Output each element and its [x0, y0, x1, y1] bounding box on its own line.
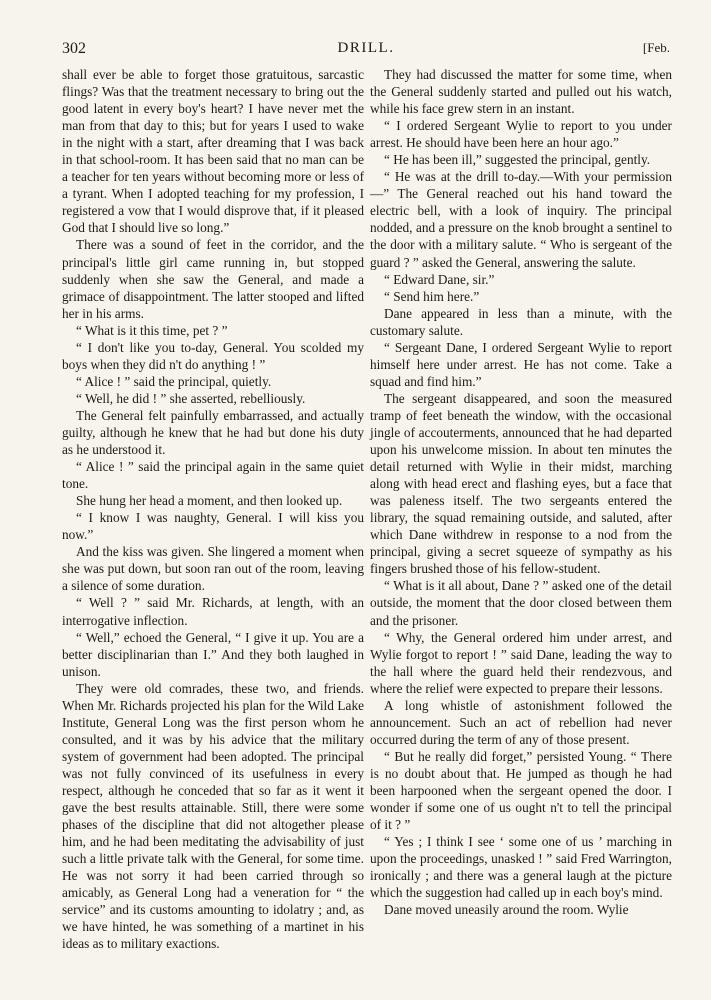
paragraph: They were old comrades, these two, and friends. When Mr. Richards projected his plan for the Wild Lake Institute, General Long was the first person whom he consulted, and it was by his advice that the military system of government had been adopted. The principal was not fully convinced of its usefulness in every respect, although he conceded that so far as it went it gave the best results attainable. Still, there were some phases of the discipline that did not altogether please him, and he had been meditating the advisability of just such a little private talk with the General, for some time. He was not sorry it had been carried through so amicably, as General Long had a veneration for “ the service” and its customs amounting to idolatry ; and, as we have hinted, he was something of a martinet in his ideas as to military exactions.	[62, 680, 364, 952]
paragraph: The sergeant disappeared, and soon the measured tramp of feet beneath the window, with the occasional jingle of accouterments, announced that he had departed upon his unwelcome mission. In about ten minutes the detail returned with Wylie in their midst, marching along with head erect and flashing eyes, but a face that was paleness itself. The two sergeants entered the library, the squad remaining outside, and saluted, after which Dane withdrew in response to a nod from the principal, giving a secret squeeze of sympathy as his fingers brushed those of his fellow-student.	[370, 390, 672, 577]
paragraph: “ I don't like you to-day, General. You scolded my boys when they did n't do anything ! ”	[62, 339, 364, 372]
paragraph: “ I ordered Sergeant Wylie to report to you under arrest. He should have been here an hour ago.”	[370, 118, 672, 151]
paragraph: Dane moved uneasily around the room. Wylie	[384, 902, 629, 918]
paragraph: She hung her head a moment, and then looked up.	[76, 493, 343, 509]
paragraph: A long whistle of astonishment followed the announcement. Such an act of rebellion had never occurred during the term of any of those present.	[370, 697, 672, 747]
paragraph: “ Yes ; I think I see ‘ some one of us ’ marching in upon the proceedings, unasked ! ” said Fred Warrington, ironically ; and there was a general laugh at the picture which the suggestion had called up in each boy's mind.	[370, 834, 672, 901]
paragraph: “ Why, the General ordered him under arrest, and Wylie forgot to report ! ” said Dane, leading the way to the hall where the guard held their rendezvous, and where the relief were expected to prepare their lessons.	[370, 629, 672, 696]
issue-month: [Feb.	[642, 40, 670, 55]
page-number: 302	[62, 40, 86, 57]
paragraph: They had discussed the matter for some time, when the General suddenly started and pulled out his watch, while his face grew stern in an instant.	[370, 67, 672, 117]
left-column	[62, 66, 364, 952]
paragraph: And the kiss was given. She lingered a moment when she was put down, but soon ran out of the room, leaving a silence of some duration.	[62, 544, 364, 594]
paragraph: shall ever be able to forget those gratuitous, sarcastic flings? Was that the treatment necessary to bring out the good latent in every boy's heart? I have never met the man from that day to this; but for years I used to wake in the night with a start, after dreaming that I was back in that school-room. It has been said that no man can be a teacher for ten years without becoming more or less of a tyrant. When I adopted teaching for my profession, I registered a vow that I would disprove that, if it pleased God that I should live so long.”	[62, 67, 364, 236]
paragraph: “ I know I was naughty, General. I will kiss you now.”	[62, 510, 364, 543]
paragraph: “ Well,” echoed the General, “ I give it up. You are a better disciplinarian than I.” And they both laughed in unison.	[62, 629, 364, 679]
paragraph: “ Sergeant Dane, I ordered Sergeant Wylie to report himself here under arrest. He has not come. Take a squad and find him.”	[370, 339, 672, 389]
paragraph: “ What is it this time, pet ? ”	[76, 322, 228, 338]
paragraph: “ He has been ill,” suggested the principal, gently.	[384, 152, 651, 168]
running-header	[62, 40, 670, 62]
paragraph: “ Alice ! ” said the principal again in the same quiet tone.	[62, 459, 364, 492]
paragraph: “ Alice ! ” said the principal, quietly.	[76, 373, 272, 389]
running-title: DRILL.	[337, 40, 395, 56]
paragraph: Dane appeared in less than a minute, with the customary salute.	[370, 305, 672, 338]
paragraph: “ Well ? ” said Mr. Richards, at length, with an interrogative inflection.	[62, 595, 364, 628]
paragraph: “ Edward Dane, sir.”	[384, 271, 495, 287]
paragraph: There was a sound of feet in the corridor, and the principal's little girl came running in, but stopped suddenly when she saw the General, and made a grimace of disappointment. The latter stooped and lifted her in his arms.	[62, 237, 364, 321]
paragraph: The General felt painfully embarrassed, and actually guilty, although he knew that he had but done his duty as he understood it.	[62, 407, 364, 458]
paragraph: “ He was at the drill to-day.—With your permission —” The General reached out his hand toward the electric bell, with a look of inquiry. The principal nodded, and a pressure on the knob brought a sentinel to the door with a military salute. “ Who is sergeant of the guard ? ” asked the General, answering the salute.	[370, 169, 672, 270]
right-column	[370, 66, 672, 918]
paragraph: “ What is it all about, Dane ? ” asked one of the detail outside, the moment that the door closed between them and the prisoner.	[370, 578, 672, 628]
paragraph: “ Well, he did ! ” she asserted, rebelliously.	[76, 390, 306, 406]
paragraph: “ Send him here.”	[384, 288, 480, 304]
paragraph: “ But he really did forget,” persisted Young. “ There is no doubt about that. He jumped as though he had been harpooned when the sergeant opened the door. I wonder if some one of us ought n't to tell the principal of it ? ”	[370, 748, 672, 833]
